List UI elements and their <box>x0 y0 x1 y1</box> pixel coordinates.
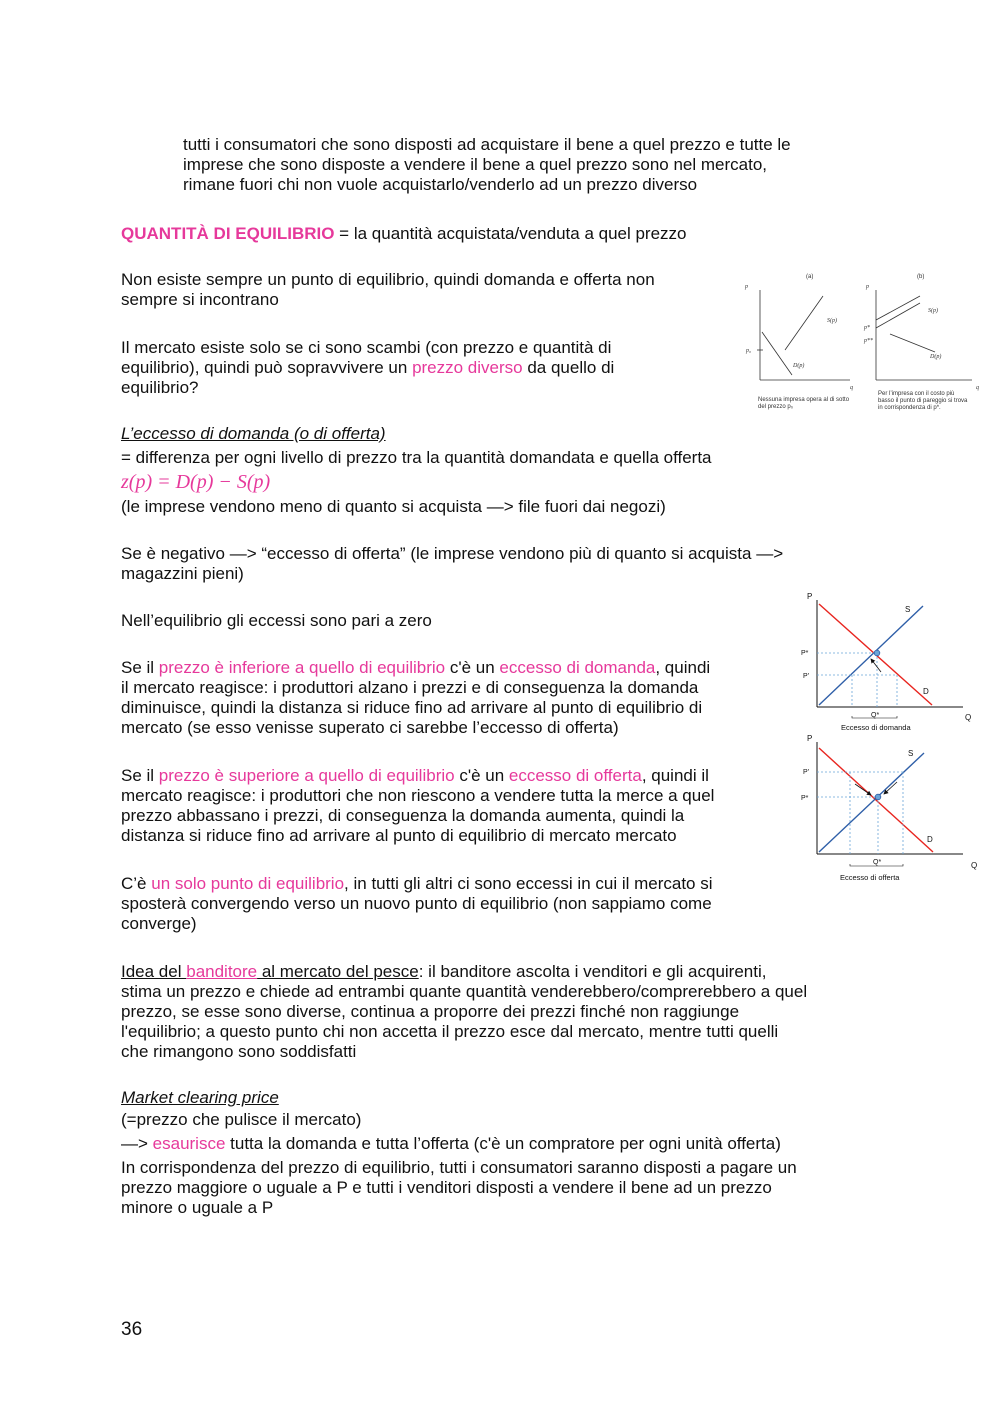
fig-a-demand-line <box>762 332 792 375</box>
gd-supply-line <box>819 606 923 705</box>
fig-b-caption-3: in corrispondenza di p*. <box>878 405 941 411</box>
noneq-line-2: sempre si incontrano <box>121 290 279 309</box>
go-pprime-label: P' <box>803 769 810 776</box>
fig-b-pstar-label: p* <box>864 325 870 331</box>
negativo-line-1: Se è negativo —> “eccesso di offerta” (le imprese vendono più di quanto si acquista —> <box>121 544 784 563</box>
solo-line-2: sposterà convergendo verso un nuovo punto di equilibrio (non sappiamo come <box>121 894 712 913</box>
eccesso-def: = differenza per ogni livello di prezzo tra la quantità domandata e quella offerta <box>121 448 712 467</box>
fig-b-caption-2: basso il punto di pareggio si trova <box>878 398 968 404</box>
inferiore-line-1 <box>121 658 710 679</box>
inferiore-line-2: il mercato reagisce: i produttori alzano i prezzi e di conseguenza la domanda <box>121 678 699 697</box>
gd-qstar-label: Q* <box>871 712 880 719</box>
fig-a-p0-label: p₀ <box>746 348 752 354</box>
solo-text-a: C’è <box>121 874 152 893</box>
superiore-line-3: prezzo abbassano i prezzi, di conseguenza la domanda aumenta, quindi la <box>121 806 685 825</box>
intro-line-3: rimane fuori chi non vuole acquistarlo/venderlo ad un prezzo diverso <box>183 175 698 194</box>
solo-line-1 <box>121 874 713 895</box>
go-arrow-left <box>855 784 871 795</box>
equilibrio-zero: Nell’equilibrio gli eccessi sono pari a zero <box>121 611 432 630</box>
mercato-text: equilibrio), quindi può sopravvivere un <box>121 358 413 377</box>
gd-arrow <box>871 659 881 672</box>
banditore-line-2: stima un prezzo e chiede ad entrambi quante quantità venderebbero/comprerebbero a quel <box>121 982 808 1001</box>
eccesso-note: (le imprese vendono meno di quanto si acquista —> file fuori dai negozi) <box>121 497 666 516</box>
gd-q-axis-label: Q <box>965 713 972 722</box>
fig-b-caption-1: Per l’impresa con il costo più <box>878 391 955 397</box>
fig-a-p-axis-label: p <box>745 284 748 290</box>
prezzo-inferiore: prezzo è inferiore a quello di equilibrio <box>158 658 446 677</box>
banditore-line-3: prezzo, se esse sono diverse, continua a proporre dei prezzi finché non raggiunge <box>121 1002 740 1021</box>
fig-b-supply-line <box>876 296 920 320</box>
superiore-text-b: c'è un <box>454 766 509 785</box>
noneq-line-1: Non esiste sempre un punto di equilibrio, quindi domanda e offerta non <box>121 270 655 289</box>
inferiore-text-a: Se il <box>121 658 159 677</box>
fig-b-p-axis-label: p <box>866 284 869 290</box>
fig-b-pstar2-label: p** <box>864 338 873 344</box>
clearing-arrow: —> <box>121 1134 153 1153</box>
intro-line-2: imprese che sono disposte a vendere il bene a quel prezzo sono nel mercato, <box>183 155 768 174</box>
inferiore-text-b: c'è un <box>445 658 500 677</box>
gd-caption: Eccesso di domanda <box>841 723 911 732</box>
figure-b <box>863 274 979 411</box>
fig-b-q-axis-label: q <box>976 385 979 391</box>
inferiore-line-4: mercato (se esso venisse superato ci sarebbe l’eccesso di offerta) <box>121 718 619 737</box>
mercato-text-end: da quello di <box>522 358 615 377</box>
clearing-text: tutta la domanda e tutta l’offerta (c'è un compratore per ogni unità offerta) <box>225 1134 781 1153</box>
banditore-term: banditore <box>186 962 258 981</box>
banditore-text-u2: al mercato del pesce <box>257 962 419 981</box>
intro-line-1: tutti i consumatori che sono disposti ad acquistare il bene a quel prezzo e tutte le <box>183 135 791 154</box>
gd-pprime-label: P' <box>803 673 810 680</box>
go-supply-line <box>819 753 924 852</box>
superiore-text-a: Se il <box>121 766 159 785</box>
quantita-def: = la quantità acquistata/venduta a quel prezzo <box>334 224 687 243</box>
graph-eccesso-domanda <box>795 590 985 738</box>
fig-b-supply-line-2 <box>876 303 920 328</box>
fig-a-s-label: S(p) <box>827 318 837 324</box>
negativo-line-2: magazzini pieni) <box>121 564 244 583</box>
fig-b-demand-line <box>890 334 935 352</box>
go-pstar-label: P* <box>801 795 809 802</box>
go-s-label: S <box>908 749 914 758</box>
banditore-line-1 <box>121 962 766 983</box>
go-equilibrium-point <box>875 794 881 800</box>
go-caption: Eccesso di offerta <box>840 873 900 882</box>
solo-text-b: , in tutti gli altri ci sono eccessi in cui il mercato si <box>344 874 713 893</box>
gd-equilibrium-point <box>874 650 880 656</box>
go-q-axis-label: Q <box>971 861 978 870</box>
inferiore-text-c: , quindi <box>655 658 711 677</box>
banditore-line-5: che rimangono sono soddisfatti <box>121 1042 357 1061</box>
fig-a-q-axis-label: q <box>850 385 853 391</box>
clearing-line-5: minore o uguale a P <box>121 1198 274 1217</box>
gd-pstar-label: P* <box>801 650 809 657</box>
banditore-text-u1: Idea del <box>121 962 187 981</box>
graph-eccesso-offerta <box>795 732 985 884</box>
eccesso-domanda-term: eccesso di domanda <box>499 658 656 677</box>
solo-line-3: converge) <box>121 914 197 933</box>
clearing-line-1: (=prezzo che pulisce il mercato) <box>121 1110 362 1129</box>
quantita-term: QUANTITÀ DI EQUILIBRIO <box>121 224 335 243</box>
go-qstar-label: Q* <box>873 859 882 866</box>
figure-ab <box>740 268 985 416</box>
clearing-title: Market clearing price <box>121 1088 279 1107</box>
clearing-line-3: In corrispondenza del prezzo di equilibrio, tutti i consumatori saranno disposti a pagare un <box>121 1158 797 1177</box>
banditore-text-rest: : il banditore ascolta i venditori e gli acquirenti, <box>418 962 767 981</box>
fig-a-caption-1: Nessuna impresa opera al di sotto <box>758 397 850 403</box>
prezzo-superiore: prezzo è superiore a quello di equilibrio <box>158 766 455 785</box>
fig-a-d-label: D(p) <box>793 363 805 369</box>
superiore-text-c: , quindi il <box>641 766 709 785</box>
fig-b-s-label: S(p) <box>928 308 938 314</box>
superiore-line-4: distanza si riduce fino ad arrivare al punto di equilibrio di mercato mercato <box>121 826 677 845</box>
superiore-line-1 <box>121 766 709 787</box>
page-number: 36 <box>121 1319 143 1340</box>
quantita-equilibrio <box>121 224 687 245</box>
eccesso-offerta-term: eccesso di offerta <box>508 766 642 785</box>
go-d-label: D <box>927 835 933 844</box>
esaurisce-term: esaurisce <box>152 1134 226 1153</box>
fig-b-d-label: D(p) <box>930 354 942 360</box>
figure-a <box>744 274 853 410</box>
gd-p-axis-label: P <box>807 592 813 601</box>
fig-b-label: (b) <box>917 274 925 280</box>
eccesso-formula: z(p) = D(p) − S(p) <box>121 471 271 493</box>
superiore-line-2: mercato reagisce: i produttori che non riescono a vendere tutta la merce a quel <box>121 786 715 805</box>
go-p-axis-label: P <box>807 734 813 743</box>
prezzo-diverso: prezzo diverso <box>412 358 523 377</box>
solo-punto-term: un solo punto di equilibrio <box>151 874 345 893</box>
mercato-line-3: equilibrio? <box>121 378 199 397</box>
fig-a-supply-line <box>785 296 823 350</box>
mercato-line-1: Il mercato esiste solo se ci sono scambi (con prezzo e quantità di <box>121 338 612 357</box>
gd-s-label: S <box>905 605 911 614</box>
clearing-line-2 <box>121 1134 781 1155</box>
mercato-line-2 <box>121 358 614 379</box>
eccesso-title: L’eccesso di domanda (o di offerta) <box>121 424 386 443</box>
gd-d-label: D <box>923 687 929 696</box>
fig-a-label: (a) <box>806 274 814 280</box>
inferiore-line-3: diminuisce, quindi la distanza si riduce fino ad arrivare al punto di equilibrio di <box>121 698 703 717</box>
fig-a-caption-2: del prezzo p₀ <box>758 404 794 410</box>
clearing-line-4: prezzo maggiore o uguale a P e tutti i venditori disposti a vendere il bene ad un prezzo <box>121 1178 772 1197</box>
banditore-line-4: l'equilibrio; a questo punto chi non accetta il prezzo esce dal mercato, mentre tutti quelli <box>121 1022 779 1041</box>
